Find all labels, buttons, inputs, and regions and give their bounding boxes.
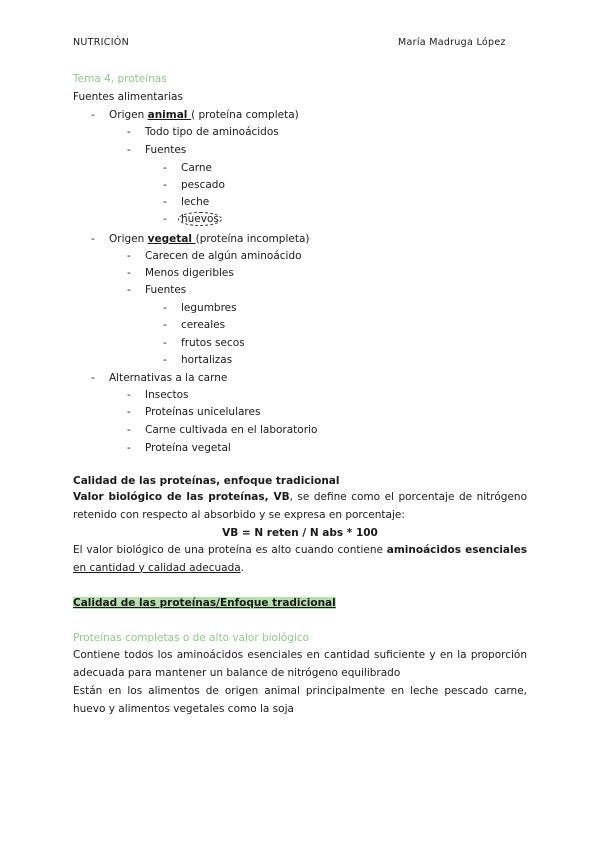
bullet-dash: - bbox=[163, 196, 167, 208]
alternativas-label: Alternativas a la carne bbox=[109, 372, 228, 384]
bullet-dash: - bbox=[163, 354, 167, 366]
origen-prefix: Origen bbox=[109, 109, 148, 121]
header-right: María Madruga López bbox=[398, 37, 506, 48]
bullet-dash: - bbox=[163, 162, 167, 174]
vb-paragraph-2 bbox=[73, 542, 527, 577]
bullet-dash: - bbox=[127, 389, 131, 401]
section2-p2: Están en los alimentos de origen animal principalmente en leche pescado carne, huevo y alimentos vegetales como la soja bbox=[73, 685, 527, 715]
bullet-dash: - bbox=[163, 337, 167, 349]
list-item: Todo tipo de aminoácidos bbox=[145, 126, 279, 138]
section2-p1: Contiene todos los aminoácidos esenciales en cantidad suficiente y en la proporción adecuada para mantener un balance de nitrógeno equilibrado bbox=[73, 649, 527, 679]
list-item: Fuentes bbox=[145, 144, 187, 156]
vb-bold: Valor biológico de las proteínas, VB bbox=[73, 491, 290, 503]
list-item: frutos secos bbox=[181, 337, 245, 349]
list-item: Fuentes bbox=[145, 284, 187, 296]
list-item: Proteínas unicelulares bbox=[145, 406, 261, 418]
bullet-dash: - bbox=[91, 109, 95, 121]
bullet-dash: - bbox=[91, 233, 95, 245]
bullet-dash: - bbox=[127, 284, 131, 296]
header-left: NUTRICIÓN bbox=[73, 37, 129, 48]
origen-prefix: Origen bbox=[109, 233, 148, 245]
list-item bbox=[181, 213, 222, 225]
list-item: Carne cultivada en el laboratorio bbox=[145, 424, 318, 436]
bullet-dash: - bbox=[127, 424, 131, 436]
section2-subtitle: Proteínas completas o de alto valor biológico bbox=[73, 632, 310, 644]
list-item: Carne bbox=[181, 162, 213, 174]
vegetal-suffix: (proteína incompleta) bbox=[195, 233, 310, 245]
bullet-dash: - bbox=[163, 179, 167, 191]
bullet-dash: - bbox=[91, 372, 95, 384]
calidad-title: Calidad de las proteínas, enfoque tradicional bbox=[73, 475, 340, 487]
vb-rest: , se define como el porcentaje de nitrógeno retenido con respecto al absorbido y se expresa en porcentaje: bbox=[73, 491, 528, 521]
section2-highlight: Calidad de las proteínas/Enfoque tradicional bbox=[73, 597, 336, 609]
bullet-dash: - bbox=[127, 442, 131, 454]
bullet-dash: - bbox=[127, 267, 131, 279]
p2-text: El valor biológico de una proteína es alto cuando contiene bbox=[73, 544, 387, 556]
tema-title: Tema 4, proteínas bbox=[73, 73, 167, 85]
animal-suffix: ( proteína completa) bbox=[191, 109, 299, 121]
p2-underlined: en cantidad y calidad adecuada bbox=[73, 561, 241, 574]
list-item: Insectos bbox=[145, 389, 189, 401]
list-item: Proteína vegetal bbox=[145, 442, 231, 454]
bullet-dash: - bbox=[127, 406, 131, 418]
fuentes-title: Fuentes alimentarias bbox=[73, 91, 183, 103]
list-item: pescado bbox=[181, 179, 225, 191]
list-item: Menos digeribles bbox=[145, 267, 234, 279]
huevos-circled: huevos bbox=[178, 212, 222, 226]
p2-bold: aminoácidos esenciales bbox=[386, 544, 527, 556]
p2-end: . bbox=[240, 561, 245, 574]
vb-formula: VB = N reten / N abs * 100 bbox=[222, 527, 378, 539]
vegetal-word: vegetal bbox=[147, 233, 196, 245]
origen-animal bbox=[109, 109, 299, 121]
bullet-dash: - bbox=[163, 213, 167, 225]
vb-paragraph bbox=[73, 489, 527, 524]
list-item: hortalizas bbox=[181, 354, 233, 366]
bullet-dash: - bbox=[127, 250, 131, 262]
bullet-dash: - bbox=[127, 144, 131, 156]
section2-title bbox=[73, 597, 336, 609]
bullet-dash: - bbox=[163, 302, 167, 314]
bullet-dash: - bbox=[163, 319, 167, 331]
list-item: Carecen de algún aminoácido bbox=[145, 250, 302, 262]
animal-word: animal bbox=[147, 109, 192, 121]
list-item: leche bbox=[181, 196, 210, 208]
list-item: cereales bbox=[181, 319, 226, 331]
list-item: legumbres bbox=[181, 302, 237, 314]
bullet-dash: - bbox=[127, 126, 131, 138]
origen-vegetal bbox=[109, 233, 309, 245]
